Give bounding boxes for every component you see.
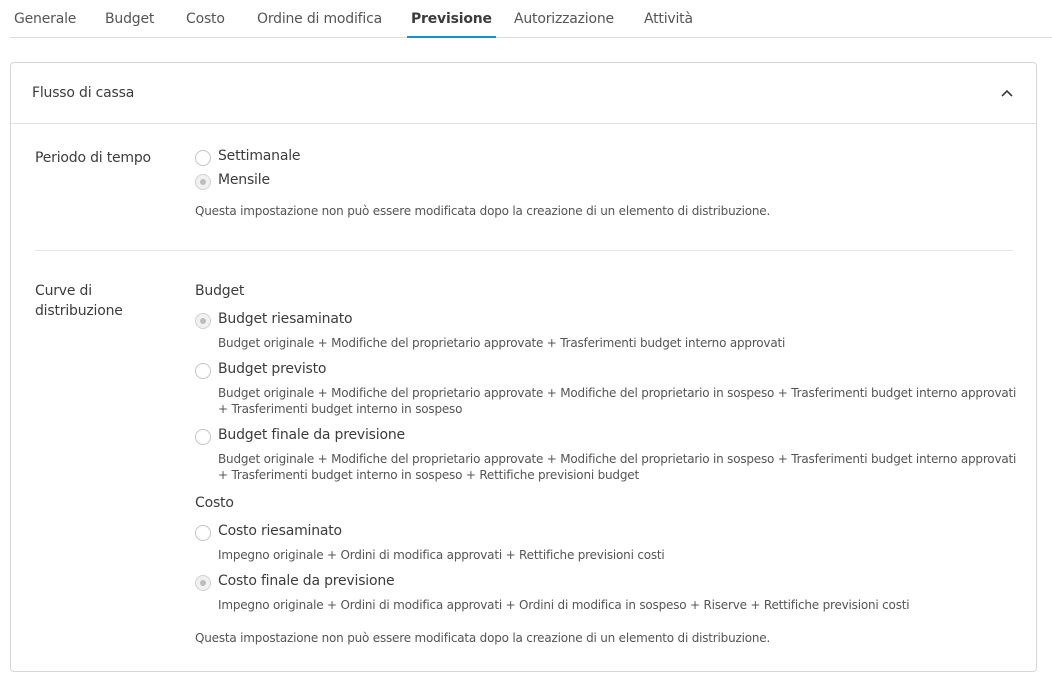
tab-autorizzazione[interactable]: Autorizzazione xyxy=(514,11,614,27)
budget-previsto-desc: Budget originale + Modifiche del proprietario approvate + Modifiche del proprietario in sospeso + Trasferimenti budget interno approvati + Trasferimenti budget interno in sospeso xyxy=(218,386,1017,416)
chevron-up-icon[interactable] xyxy=(1000,86,1014,100)
radio-button[interactable] xyxy=(195,429,211,445)
tab-costo[interactable]: Costo xyxy=(186,11,225,27)
curves-hint: Questa impostazione non può essere modificata dopo la creazione di un elemento di distribuzione. xyxy=(195,631,771,645)
tab-attivita[interactable]: Attività xyxy=(644,11,693,27)
budget-riesaminato-desc: Budget originale + Modifiche del proprietario approvate + Trasferimenti budget interno approvati xyxy=(218,336,786,350)
budget-heading: Budget xyxy=(195,283,245,299)
radio-button[interactable] xyxy=(195,150,211,166)
period-label: Periodo di tempo xyxy=(35,150,151,166)
tab-previsione[interactable]: Previsione xyxy=(407,11,496,38)
curves-label-line1: Curve di xyxy=(35,283,92,299)
radio-label: Budget previsto xyxy=(218,361,327,377)
radio-button[interactable] xyxy=(195,174,211,190)
radio-label: Costo finale da previsione xyxy=(218,573,395,589)
tab-ordine-di-modifica[interactable]: Ordine di modifica xyxy=(257,11,382,27)
tab-budget[interactable]: Budget xyxy=(105,11,155,27)
cash-flow-card xyxy=(10,62,1037,672)
cost-heading: Costo xyxy=(195,495,234,511)
radio-label: Budget riesaminato xyxy=(218,311,353,327)
tab-generale[interactable]: Generale xyxy=(14,11,77,27)
tab-bar xyxy=(10,0,1052,38)
radio-button[interactable] xyxy=(195,525,211,541)
card-title: Flusso di cassa xyxy=(32,85,135,101)
budget-finale-desc: Budget originale + Modifiche del proprietario approvate + Modifiche del proprietario in sospeso + Trasferimenti budget interno approvati + Trasferimenti budget interno in sospeso + Rettifiche previsioni budget xyxy=(218,452,1017,482)
radio-label: Costo riesaminato xyxy=(218,523,342,539)
costo-riesaminato-desc: Impegno originale + Ordini di modifica approvati + Rettifiche previsioni costi xyxy=(218,548,665,562)
curves-label-line2: distribuzione xyxy=(35,303,123,319)
radio-button[interactable] xyxy=(195,313,211,329)
costo-finale-desc: Impegno originale + Ordini di modifica approvati + Ordini di modifica in sospeso + Riserve + Rettifiche previsioni costi xyxy=(218,598,910,612)
radio-button[interactable] xyxy=(195,363,211,379)
radio-label: Budget finale da previsione xyxy=(218,427,405,443)
radio-button[interactable] xyxy=(195,575,211,591)
radio-label: Settimanale xyxy=(218,148,301,164)
section-divider xyxy=(35,250,1013,251)
card-header[interactable] xyxy=(11,63,1036,124)
radio-label: Mensile xyxy=(218,172,270,188)
period-hint: Questa impostazione non può essere modificata dopo la creazione di un elemento di distribuzione. xyxy=(195,204,771,218)
